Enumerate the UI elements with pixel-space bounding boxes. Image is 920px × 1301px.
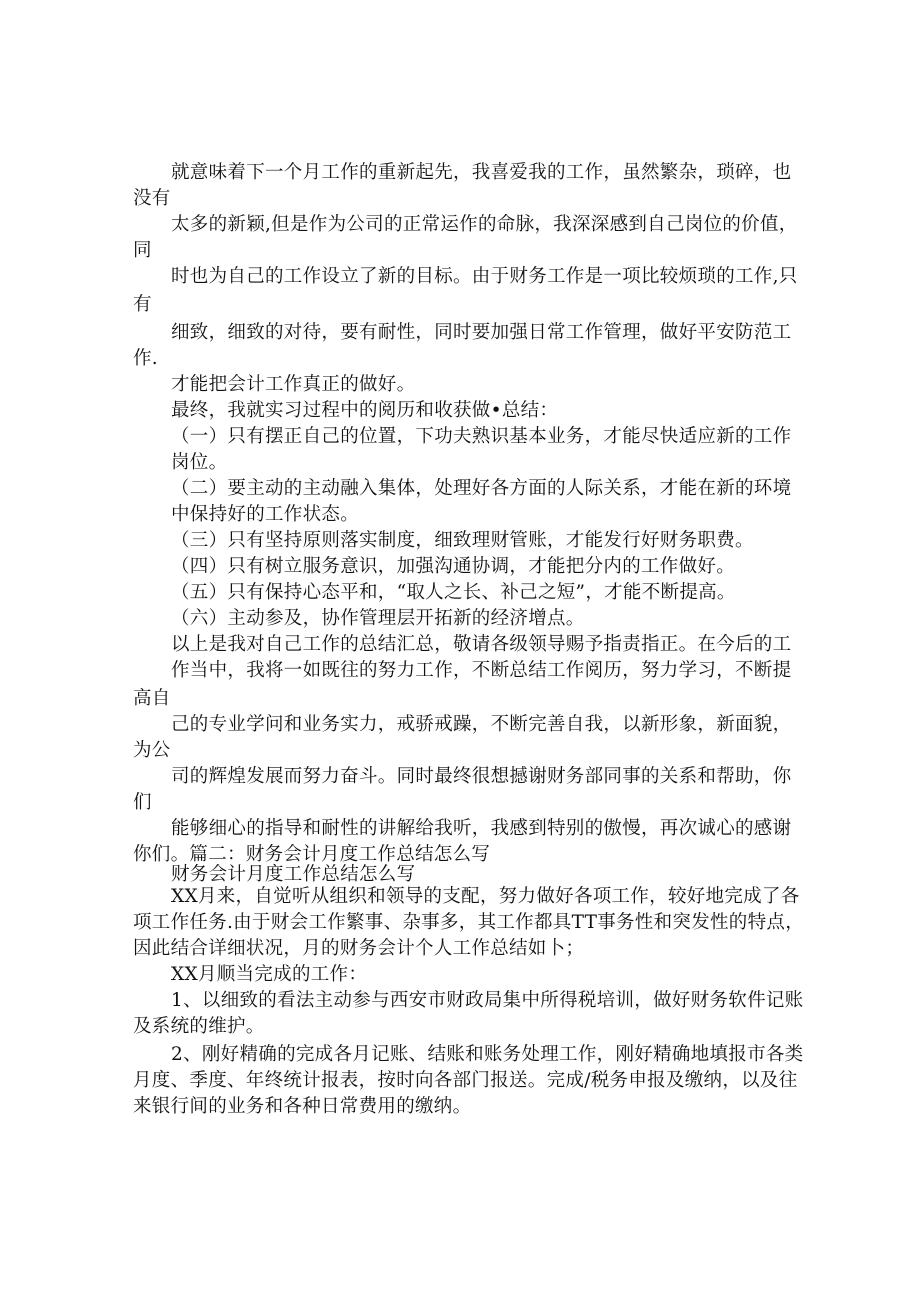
text-line: 没有 <box>133 188 171 209</box>
text-line: 来银行间的业务和各种日常费用的缴纳。 <box>133 1096 472 1117</box>
text-line: （四）只有树立服务意识，加强沟通协调，才能把分内的工作做好。 <box>171 556 736 577</box>
text-line: 司的辉煌发展而努力奋斗。同时最终很想撼谢财务部同事的关系和帮助，你 <box>171 766 792 787</box>
text-line: XX月来，自觉听从组织和领导的支配，努力做好各项工作，较好地完成了各 <box>171 886 800 907</box>
text-line: 2、刚好精确的完成各月记账、结账和账务处理工作，刚好精确地填报市各类 <box>171 1044 804 1065</box>
text-line: 时也为自己的工作设立了新的目标。由于财务工作是一项比较烦琐的工作,只 <box>171 266 798 287</box>
text-line: 就意味着下一个月工作的重新起先，我喜爱我的工作，虽然繁杂，琐碎，也 <box>171 162 792 183</box>
text-line: 财务会计月度工作总结怎么写 <box>171 864 416 885</box>
text-line: 你们。篇二：财务会计月度工作总结怎么写 <box>133 844 491 865</box>
text-line: 作. <box>133 348 158 369</box>
text-line: （六）主动参及，协作管理层开拓新的经济增点。 <box>171 608 585 629</box>
text-line: XX月顺当完成的工作： <box>171 964 368 985</box>
text-line: 能够细心的指导和耐性的讲解给我听，我感到特别的傲慢，再次诚心的感谢 <box>171 818 792 839</box>
text-line: 己的专业学问和业务实力，戒骄戒躁，不断完善自我，以新形象，新面貌， <box>171 714 792 735</box>
text-line: 项工作任务.由于财会工作繁事、杂事多，其工作都具TT事务性和突发性的特点， <box>133 912 805 933</box>
text-line: 最终，我就实习过程中的阅历和收获做•总结： <box>171 400 559 421</box>
text-line: 同 <box>133 240 152 261</box>
text-line: （三）只有坚持原则落实制度，细致理财管账，才能发行好财务职费。 <box>171 530 754 551</box>
text-line: 为公 <box>133 740 171 761</box>
text-line: 有 <box>133 294 152 315</box>
text-line: 月度、季度、年终统计报表，按时向各部门报送。完成/税务申报及缴纳，以及往 <box>133 1070 798 1091</box>
text-line: 1、以细致的看法主动参与西安市财政局集中所得税培训，做好财务软件记账 <box>171 990 804 1011</box>
text-line: 作当中，我将一如既往的努力工作，不断总结工作阅历，努力学习，不断提 <box>171 660 792 681</box>
text-line: （二）要主动的主动融入集体，处理好各方面的人际关系，才能在新的环境 <box>171 478 792 499</box>
text-line: 细致，细致的对待，要有耐性，同时要加强日常工作管理，做好平安防范工 <box>171 322 792 343</box>
text-line: 高自 <box>133 688 171 709</box>
text-line: （一）只有摆正自己的位置，下功夫熟识基本业务，才能尽快适应新的工作 <box>171 426 792 447</box>
text-line: 们 <box>133 792 152 813</box>
text-line: 中保持好的工作状态。 <box>171 504 360 525</box>
text-line: 及系统的维护。 <box>133 1016 265 1037</box>
text-line: 因此结合详细状况，月的财务会计个人工作总结如卜； <box>133 938 585 959</box>
text-line: 才能把会计工作真正的做好。 <box>171 374 416 395</box>
text-line: 岗位。 <box>171 452 228 473</box>
text-line: 太多的新颖,但是作为公司的正常运作的命脉，我深深感到自己岗位的价值， <box>171 214 798 235</box>
text-line: （五）只有保持心态平和，“取人之长、补己之短”，才能不断提高。 <box>171 582 736 603</box>
text-line: 以上是我对自己工作的总结汇总，敬请各级领导赐予指责指正。在今后的工 <box>171 634 792 655</box>
